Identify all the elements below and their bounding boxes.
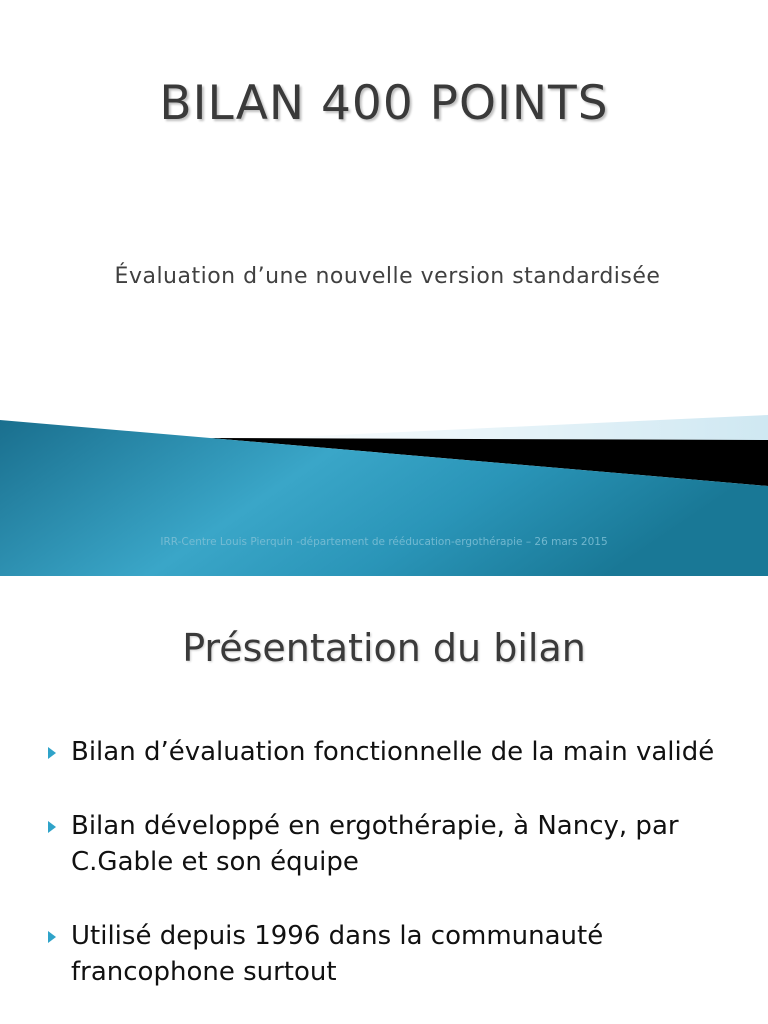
slide-footer: IRR-Centre Louis Pierquin -département de rééducation-ergothérapie – 26 mars 2015	[160, 536, 608, 548]
slide-subtitle: Évaluation d’une nouvelle version standardisée	[114, 264, 661, 289]
bullet-text: Bilan d’évaluation fonctionnelle de la main validé	[71, 737, 715, 767]
slide-divider	[0, 576, 768, 590]
triangle-right-icon	[48, 931, 56, 943]
triangle-right-icon	[48, 747, 56, 759]
decorative-band	[0, 410, 768, 576]
bullet-list	[48, 734, 748, 1024]
band-light-stripe	[230, 415, 768, 440]
content-slide	[0, 590, 768, 1024]
bullet-text: Bilan développé en ergothérapie, à Nancy, par C.Gable et son équipe	[71, 811, 679, 877]
slide-title: Présentation du bilan	[182, 626, 586, 670]
list-item	[48, 808, 748, 880]
triangle-right-icon	[48, 821, 56, 833]
bullet-text: Utilisé depuis 1996 dans la communauté francophone surtout	[71, 921, 604, 987]
list-item	[48, 734, 748, 770]
slide-title: BILAN 400 POINTS	[159, 76, 609, 131]
list-item	[48, 918, 748, 990]
